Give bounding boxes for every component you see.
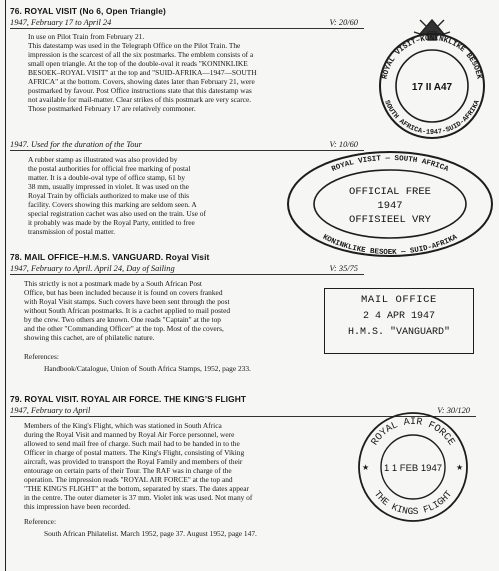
body-line: without South African postmarks. It is a cachet applied to mail posted xyxy=(24,306,231,315)
body-line: small open triangle. At the top of the double-oval it reads "KONINKLIKE xyxy=(28,59,248,68)
body-line: it probably was made by the Royal Party, entitled to free xyxy=(28,218,195,227)
section-78-divider xyxy=(10,274,364,275)
star-icon: ★ xyxy=(362,463,370,472)
section-76-value: V: 20/60 xyxy=(329,18,358,27)
body-line: 38 mm, usually impressed in violet. It was used on the xyxy=(28,182,189,191)
body-line: this impression have been recorded. xyxy=(24,502,131,511)
section-77-body xyxy=(28,155,276,236)
body-line: during the Royal Visit and manned by Royal Air Force personnel, were xyxy=(24,430,235,439)
body-line: This datestamp was used in the Telegraph Office on the Pilot Train. The xyxy=(28,41,241,50)
stamp-line-2: 1947 xyxy=(377,200,403,212)
stamp-date: 17 II A47 xyxy=(411,82,453,93)
official-free-cachet xyxy=(284,148,496,260)
section-76-divider xyxy=(10,28,364,29)
body-line: transmission of postal matter. xyxy=(28,227,116,236)
stamp-line-2: 2 4 APR 1947 xyxy=(362,311,435,322)
stamp-line-1: MAIL OFFICE xyxy=(361,294,437,306)
stamp-line-3: OFFISIEEL VRY xyxy=(349,214,431,226)
body-line: facility. Covers showing this marking are seldom seen. A xyxy=(28,200,197,209)
body-line: aircraft, was provided to transport the Royal Family and members of their xyxy=(24,457,243,466)
royal-visit-postmark xyxy=(368,16,496,144)
section-77-subtitle: 1947. Used for the duration of the Tour xyxy=(10,140,142,149)
body-line: AFRICA" at the bottom. Covers, showing dates later than February 21, were xyxy=(28,77,255,86)
section-78-subtitle: 1947, February to April. April 24, Day of Sailing xyxy=(10,264,175,273)
body-line: postmarked by favour. Post Office instructions state that this datestamp was xyxy=(28,86,252,95)
body-line: and the other "Commanding Officer" at the top. Most of the covers, xyxy=(24,324,224,333)
body-line: A rubber stamp as illustrated was also provided by xyxy=(28,155,178,164)
body-line: BESOEK–ROYAL VISIT" at the top and "SUID-AFRIKA—1947—SOUTH xyxy=(28,68,257,77)
section-78-reference: Handbook/Catalogue, Union of South Africa Stamps, 1952, page 233. xyxy=(44,364,251,373)
body-line: In use on Pilot Train from February 21. xyxy=(28,32,145,41)
stamp-line-1: OFFICIAL FREE xyxy=(349,186,431,198)
section-76-subtitle: 1947, February 17 to April 24 xyxy=(10,18,112,27)
stamp-bottom-arc: THE KINGS FLIGHT xyxy=(371,488,455,518)
section-79-subtitle: 1947, February to April xyxy=(10,406,91,415)
body-line: Royal Train by officials authorized to make use of this xyxy=(28,191,189,200)
section-78-title: 78. MAIL OFFICE–H.M.S. VANGUARD. Royal Visit xyxy=(10,252,210,262)
stamp-bottom-arc: SOUTH AFRICA-1947-SUID-AFRIKA xyxy=(382,99,482,137)
stamp-date: 1 1 FEB 1947 xyxy=(383,463,443,474)
body-line: with Royal Visit stamps. Such covers have been sent through the post xyxy=(24,297,230,306)
stamp-top-arc: ROYAL AIR FORCE xyxy=(369,417,457,448)
body-line: impression is the scarcest of all the six postmarks. The emblem consists of a xyxy=(28,50,254,59)
kings-flight-postmark xyxy=(354,408,472,526)
body-line: special registration cachet was also used on the train. Use of xyxy=(28,209,206,218)
section-79-references-label: Reference: xyxy=(24,517,57,526)
section-78-value: V: 35/75 xyxy=(329,264,358,273)
body-line: Those postmarked February 17 are relatively commoner. xyxy=(28,104,196,113)
body-line: Office, but has been included because it is found on covers franked xyxy=(24,288,223,297)
body-line: Officer in charge of postal matters. The King's Flight, consisting of Viking xyxy=(24,448,245,457)
body-line: in the centre. The outer diameter is 37 mm. Violet ink was used. Not many of xyxy=(24,493,253,502)
section-79-body xyxy=(24,421,358,511)
body-line: showing this cachet, are of philatelic nature. xyxy=(24,333,155,342)
section-79-value: V: 30/120 xyxy=(437,406,470,415)
stamp-top-arc: ROYAL VISIT — SOUTH AFRICA xyxy=(330,154,450,174)
body-line: matter. It is a double-oval type of office stamp, 61 by xyxy=(28,173,186,182)
body-line: entourage on certain parts of their Tour. The RAF was in charge of the xyxy=(24,466,232,475)
body-line: by the crew. Two others are known. One reads "Captain" at the top xyxy=(24,315,221,324)
body-line: operation. The impression reads "ROYAL AIR FORCE" at the top and xyxy=(24,475,233,484)
body-line: Members of the King's Flight, which was stationed in South Africa xyxy=(24,421,222,430)
section-77-value: V: 10/60 xyxy=(329,140,358,149)
body-line: "THE KING'S FLIGHT" at the bottom, separated by stars. The dates appear xyxy=(24,484,249,493)
section-79-title: 79. ROYAL VISIT. ROYAL AIR FORCE. THE KING’S FLIGHT xyxy=(10,394,247,404)
section-76-title: 76. ROYAL VISIT (No 6, Open Triangle) xyxy=(10,6,166,16)
section-76-body xyxy=(28,32,388,113)
stamp-top-arc: ROYAL VISIT–KONINKLIKE BESOEK xyxy=(381,35,483,80)
mail-office-cachet xyxy=(324,288,474,354)
section-78-body xyxy=(24,279,314,342)
star-icon: ★ xyxy=(456,463,464,472)
section-78-references-label: References: xyxy=(24,352,59,361)
body-line: This strictly is not a postmark made by a South African Post xyxy=(24,279,202,288)
body-line: not available for mail-matter. Clear strikes of this postmark are very scarce. xyxy=(28,95,252,104)
section-79-reference: South African Philatelist. March 1952, page 37. August 1952, page 147. xyxy=(44,529,257,538)
body-line: the postal authorities for official free marking of postal xyxy=(28,164,191,173)
stamp-line-3: H.M.S. "VANGUARD" xyxy=(347,327,451,338)
body-line: allowed to send mail free of charge. Such mail had to be handed in to the xyxy=(24,439,240,448)
left-margin-line xyxy=(5,0,6,571)
stamp-bottom-arc: KONINKLIKE BESOEK — SUID-AFRIKA xyxy=(321,233,459,258)
